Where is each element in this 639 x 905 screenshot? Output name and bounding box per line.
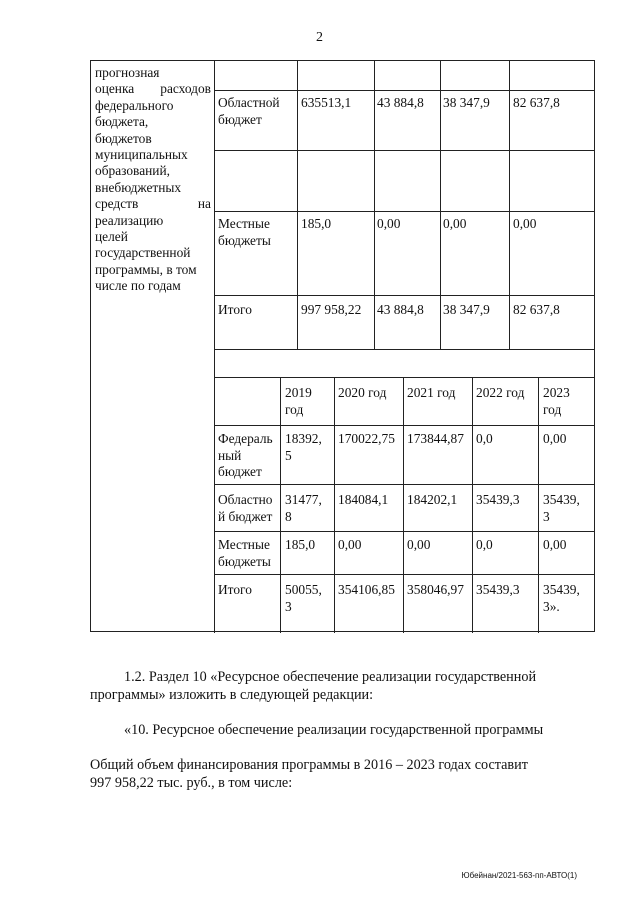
upper-cell: 43 884,8 xyxy=(377,95,424,110)
paragraph-1-line-1: 1.2. Раздел 10 «Ресурсное обеспечение реализации государственной xyxy=(124,669,537,685)
upper-cell: 38 347,9 xyxy=(443,95,490,110)
lower-cell: 185,0 xyxy=(285,537,316,552)
lower-cell: 354106,85 xyxy=(338,582,395,597)
row-label-forecast: прогнозная оценка расходов федерального бюджета, бюджетов муниципальных образований, внебюджетных средств на реализацию целей государственной программы, в том числе по годам xyxy=(95,65,211,294)
upper-cell: 0,00 xyxy=(443,216,467,231)
paragraph-3-line-1: Общий объем финансирования программы в 2016 – 2023 годах составит xyxy=(90,757,528,773)
budget-table xyxy=(90,60,595,632)
upper-cell: 38 347,9 xyxy=(443,302,490,317)
upper-cell: 82 637,8 xyxy=(513,302,560,317)
lower-row-regional-label: Областно й бюджет xyxy=(218,492,273,524)
lower-cell: 0,0 xyxy=(476,537,493,552)
lower-cell: 35439, 3». xyxy=(543,582,580,614)
year-header-2020: 2020 год xyxy=(338,385,387,400)
upper-row-total-label: Итого xyxy=(218,302,252,317)
lower-cell: 358046,97 xyxy=(407,582,464,597)
lower-cell: 184084,1 xyxy=(338,492,389,507)
year-header-2021: 2021 год xyxy=(407,385,456,400)
upper-row-regional-label: Областной бюджет xyxy=(218,95,280,127)
lower-cell: 0,00 xyxy=(407,537,431,552)
paragraph-3-line-2: 997 958,22 тыс. руб., в том числе: xyxy=(90,775,293,791)
upper-cell: 43 884,8 xyxy=(377,302,424,317)
lower-row-total-label: Итого xyxy=(218,582,252,597)
upper-cell: 0,00 xyxy=(377,216,401,231)
lower-cell: 35439,3 xyxy=(476,582,520,597)
lower-cell: 173844,87 xyxy=(407,431,464,446)
lower-cell: 31477, 8 xyxy=(285,492,322,524)
lower-cell: 50055, 3 xyxy=(285,582,322,614)
lower-row-local-label: Местные бюджеты xyxy=(218,537,271,569)
lower-cell: 0,00 xyxy=(338,537,362,552)
lower-row-federal-label: Федераль ный бюджет xyxy=(218,431,273,479)
upper-cell: 635513,1 xyxy=(301,95,352,110)
lower-cell: 0,00 xyxy=(543,537,567,552)
upper-row-local-label: Местные бюджеты xyxy=(218,216,271,248)
document-code: Юбейнан/2021-563-пп-АВТО(1) xyxy=(461,871,577,880)
lower-cell: 35439,3 xyxy=(476,492,520,507)
upper-cell: 82 637,8 xyxy=(513,95,560,110)
paragraph-2: «10. Ресурсное обеспечение реализации государственной программы xyxy=(124,722,544,738)
year-header-2023: 2023 год xyxy=(543,385,570,417)
paragraph-1-line-2: программы» изложить в следующей редакции: xyxy=(90,687,374,703)
year-header-2019: 2019 год xyxy=(285,385,312,417)
lower-cell: 35439, 3 xyxy=(543,492,580,524)
upper-cell: 0,00 xyxy=(513,216,537,231)
lower-cell: 0,0 xyxy=(476,431,493,446)
upper-cell: 997 958,22 xyxy=(301,302,362,317)
page-number: 2 xyxy=(316,30,323,45)
year-header-2022: 2022 год xyxy=(476,385,525,400)
lower-cell: 18392, 5 xyxy=(285,431,322,463)
upper-cell: 185,0 xyxy=(301,216,332,231)
lower-cell: 0,00 xyxy=(543,431,567,446)
lower-cell: 184202,1 xyxy=(407,492,458,507)
lower-cell: 170022,75 xyxy=(338,431,395,446)
